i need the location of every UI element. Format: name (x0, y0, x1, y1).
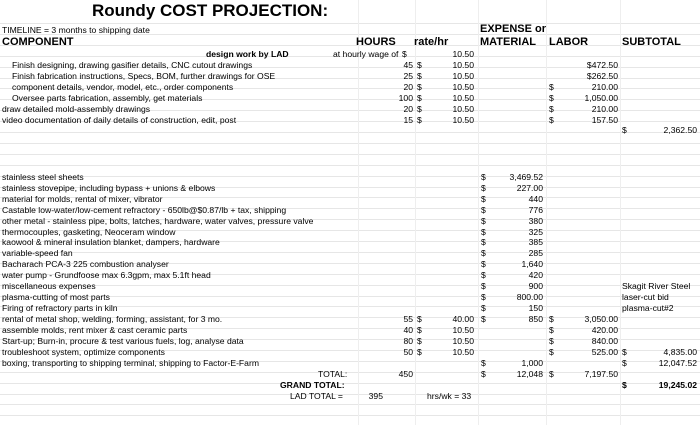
grid-column-line (478, 0, 479, 425)
fab-row-hours: 55 (403, 314, 413, 324)
grid-line (0, 176, 700, 177)
fab-row-labor: 420.00 (591, 325, 618, 335)
material-row-value: 385 (528, 237, 543, 247)
material-row-currency: $ (481, 292, 486, 302)
material-row-currency: $ (481, 172, 486, 182)
material-row-desc: stainless steel sheets (2, 172, 84, 182)
fab-row-hours: 50 (403, 347, 413, 357)
labor-row-labor: $472.50 (586, 60, 618, 70)
grid-line (0, 415, 700, 416)
material-row-value: 800.00 (516, 292, 543, 302)
hours-per-week: hrs/wk = 33 (427, 391, 472, 401)
design-subtotal-value: 2,362.50 (663, 125, 697, 135)
labor-row-labor-currency: $ (549, 104, 554, 114)
material-row-currency: $ (481, 248, 486, 258)
lad-total-label: LAD TOTAL = (290, 391, 343, 401)
labor-row-labor: 210.00 (591, 82, 618, 92)
labor-row-rate-currency: $ (417, 104, 422, 114)
material-row-desc: kaowool & mineral insulation blanket, dampers, hardware (2, 237, 220, 247)
labor-row-rate-currency: $ (417, 60, 422, 70)
header-rate: rate/hr (414, 36, 449, 48)
material-row-value: 380 (528, 216, 543, 226)
header-labor: LABOR (549, 36, 589, 48)
header-hours: HOURS (356, 36, 396, 48)
fab-row-subtotal: 12,047.52 (658, 358, 697, 368)
material-row-desc: variable-speed fan (2, 248, 73, 258)
material-row-value: 150 (528, 303, 543, 313)
material-row-desc: thermocouples, gasketing, Neoceram window (2, 227, 176, 237)
labor-row-rate: 10.50 (452, 71, 474, 81)
grid-line (0, 23, 700, 24)
material-row-value: 227.00 (516, 183, 543, 193)
labor-row-rate: 10.50 (452, 93, 474, 103)
grid-line (0, 165, 700, 166)
fab-row-desc: troubleshoot system, optimize components (2, 347, 165, 357)
material-row-value: 3,469.52 (509, 172, 543, 182)
total-labor: 7,197.50 (584, 369, 618, 379)
design-heading: design work by LAD (206, 49, 289, 59)
fab-row-labor-currency: $ (549, 336, 554, 346)
fab-row-rate-currency: $ (417, 314, 422, 324)
grid-column-line (620, 0, 621, 425)
total-label: TOTAL: (318, 369, 348, 379)
material-row-currency: $ (481, 205, 486, 215)
fab-row-rate: 10.50 (452, 347, 474, 357)
fab-row-subtotal-currency: $ (622, 358, 627, 368)
fab-row-material-currency: $ (481, 358, 486, 368)
material-row-value: 420 (528, 270, 543, 280)
grid-column-line (546, 0, 547, 425)
labor-row-desc: component details, vendor, model, etc., order components (12, 82, 234, 92)
total-material-currency: $ (481, 369, 486, 379)
material-row-currency: $ (481, 259, 486, 269)
grand-total-label: GRAND TOTAL: (280, 380, 345, 390)
labor-row-labor: 157.50 (591, 115, 618, 125)
timeline-note: TIMELINE = 3 months to shipping date (2, 25, 150, 35)
labor-row-rate-currency: $ (417, 82, 422, 92)
fab-row-labor: 840.00 (591, 336, 618, 346)
wage-currency: $ (402, 49, 407, 59)
material-row-desc: plasma-cutting of most parts (2, 292, 110, 302)
fab-row-material-currency: $ (481, 314, 486, 324)
material-row-currency: $ (481, 183, 486, 193)
labor-row-desc: Finish fabrication instructions, Specs, BOM, further drawings for OSE (12, 71, 276, 81)
fab-row-desc: rental of metal shop, welding, forming, assistant, for 3 mo. (2, 314, 223, 324)
material-row-currency: $ (481, 270, 486, 280)
header-component: COMPONENT (2, 36, 74, 48)
material-row-desc: Bacharach PCA-3 225 combustion analyser (2, 259, 169, 269)
grid-line (0, 394, 700, 395)
fab-row-material: 850 (528, 314, 543, 324)
labor-row-desc: Oversee parts fabrication, assembly, get materials (12, 93, 203, 103)
total-material: 12,048 (516, 369, 543, 379)
page-title: Roundy COST PROJECTION: (92, 1, 329, 20)
labor-row-hours: 15 (403, 115, 413, 125)
material-row-value: 325 (528, 227, 543, 237)
header-expense-line1: EXPENSE or (480, 23, 547, 35)
material-row-currency: $ (481, 281, 486, 291)
grand-total-currency: $ (622, 380, 627, 390)
labor-row-desc: Finish designing, drawing gasifier details, CNC cutout drawings (12, 60, 253, 70)
material-row-desc: stainless stovepipe, including bypass + unions & elbows (2, 183, 216, 193)
material-row-desc: material for molds, rental of mixer, vibrator (2, 194, 163, 204)
material-row-currency: $ (481, 227, 486, 237)
material-row-note: plasma-cut#2 (622, 303, 674, 313)
fab-row-rate: 40.00 (452, 314, 474, 324)
lad-total-hours: 395 (368, 391, 383, 401)
labor-row-labor: 1,050.00 (584, 93, 618, 103)
grid-line (0, 404, 700, 405)
labor-row-labor-currency: $ (549, 82, 554, 92)
fab-row-labor: 3,050.00 (584, 314, 618, 324)
material-row-value: 1,640 (521, 259, 543, 269)
fab-row-rate: 10.50 (452, 325, 474, 335)
material-row-note: laser-cut bid (622, 292, 669, 302)
fab-row-desc: assemble molds, rent mixer & cast ceramic parts (2, 325, 188, 335)
labor-row-labor-currency: $ (549, 93, 554, 103)
grid-line (0, 143, 700, 144)
labor-row-hours: 45 (403, 60, 413, 70)
fab-row-hours: 40 (403, 325, 413, 335)
grid-line (0, 154, 700, 155)
grid-column-line (415, 0, 416, 425)
fab-row-rate-currency: $ (417, 347, 422, 357)
fab-row-labor-currency: $ (549, 347, 554, 357)
material-row-currency: $ (481, 194, 486, 204)
fab-row-subtotal-currency: $ (622, 347, 627, 357)
labor-row-rate: 10.50 (452, 104, 474, 114)
labor-row-rate: 10.50 (452, 115, 474, 125)
labor-row-rate-currency: $ (417, 93, 422, 103)
material-row-desc: Firing of refractory parts in kiln (2, 303, 118, 313)
labor-row-hours: 100 (398, 93, 413, 103)
grand-total-value: 19,245.02 (658, 380, 697, 390)
wage-label: at hourly wage of (333, 49, 399, 59)
material-row-value: 776 (528, 205, 543, 215)
fab-row-desc: Start-up; Burn-in, procure & test various fuels, log, analyse data (2, 336, 244, 346)
header-subtotal: SUBTOTAL (622, 36, 681, 48)
fab-row-labor-currency: $ (549, 325, 554, 335)
labor-row-rate: 10.50 (452, 82, 474, 92)
fab-row-desc: boxing, transporting to shipping terminal, shipping to Factor-E-Farm (2, 358, 259, 368)
fab-row-labor-currency: $ (549, 314, 554, 324)
labor-row-labor-currency: $ (549, 115, 554, 125)
total-hours: 450 (398, 369, 413, 379)
fab-row-subtotal: 4,835.00 (663, 347, 697, 357)
labor-row-hours: 20 (403, 82, 413, 92)
grid-line (0, 132, 700, 133)
fab-row-material: 1,000 (521, 358, 543, 368)
fab-row-labor: 525.00 (591, 347, 618, 357)
labor-row-hours: 20 (403, 104, 413, 114)
fab-row-rate-currency: $ (417, 336, 422, 346)
material-row-value: 440 (528, 194, 543, 204)
labor-row-rate-currency: $ (417, 71, 422, 81)
grid-line (0, 45, 700, 46)
material-row-desc: Castable low-water/low-cement refractory - 650lb@$0.87/lb + tax, shipping (2, 205, 287, 215)
labor-row-labor: 210.00 (591, 104, 618, 114)
grid-line (0, 383, 700, 384)
fab-row-hours: 80 (403, 336, 413, 346)
material-row-desc: miscellaneous expenses (2, 281, 96, 291)
fab-row-rate-currency: $ (417, 325, 422, 335)
grid-column-line (358, 0, 359, 425)
design-subtotal-currency: $ (622, 125, 627, 135)
labor-row-desc: draw detailed mold-assembly drawings (2, 104, 151, 114)
material-row-desc: other metal - stainless pipe, bolts, latches, hardware, water valves, pressure valve (2, 216, 314, 226)
fab-row-rate: 10.50 (452, 336, 474, 346)
material-row-value: 900 (528, 281, 543, 291)
labor-row-labor: $262.50 (586, 71, 618, 81)
labor-row-rate: 10.50 (452, 60, 474, 70)
header-expense-line2: MATERIAL (480, 36, 537, 48)
material-row-currency: $ (481, 237, 486, 247)
total-labor-currency: $ (549, 369, 554, 379)
grid-line (0, 252, 700, 253)
material-row-value: 285 (528, 248, 543, 258)
grid-line (0, 285, 700, 286)
material-row-desc: water pump - Grundfoose max 6.3gpm, max 5.1ft head (2, 270, 211, 280)
wage-value: 10.50 (452, 49, 474, 59)
material-row-currency: $ (481, 216, 486, 226)
labor-row-desc: video documentation of daily details of construction, edit, post (2, 115, 237, 125)
material-row-currency: $ (481, 303, 486, 313)
labor-row-hours: 25 (403, 71, 413, 81)
labor-row-rate-currency: $ (417, 115, 422, 125)
material-row-note: Skagit River Steel (622, 281, 691, 291)
